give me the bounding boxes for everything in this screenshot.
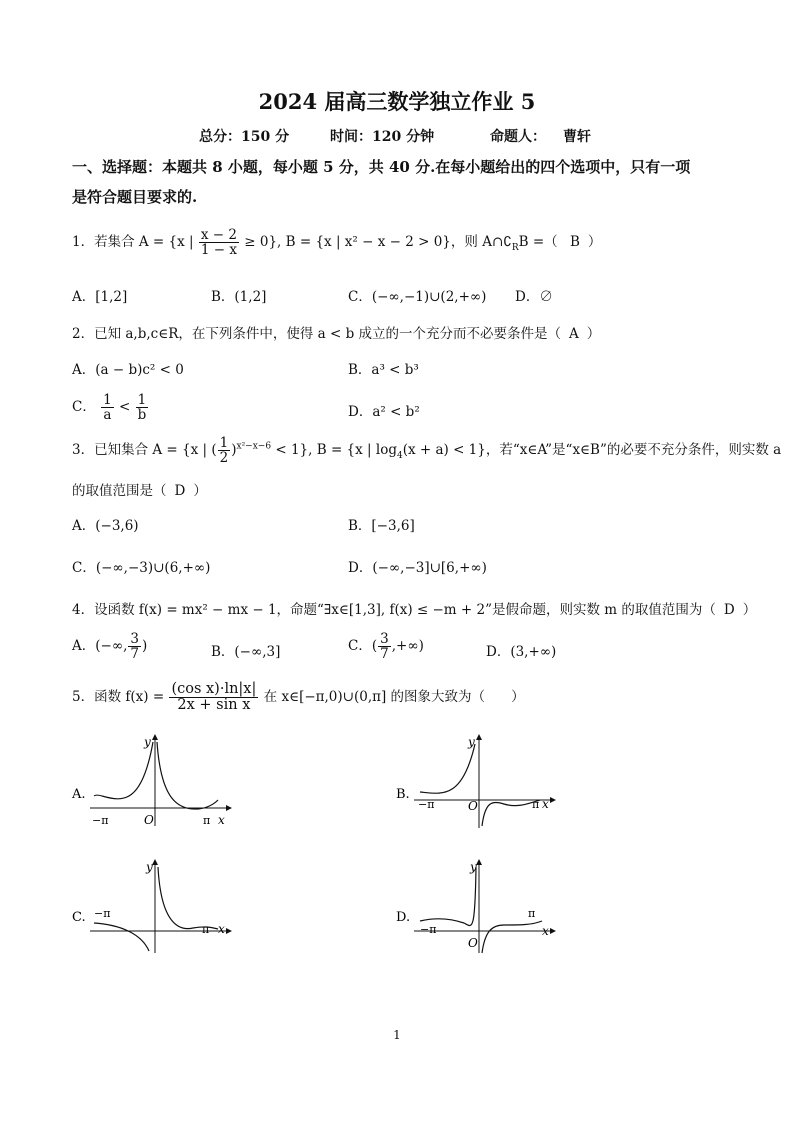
- q2-option-b: B．a³ < b³: [348, 362, 419, 378]
- q5-graph-a: [68, 730, 238, 830]
- q5-graph-c: [68, 855, 238, 955]
- q2-option-d: D．a² < b²: [348, 404, 420, 420]
- q5-graph-d: [392, 855, 562, 955]
- q2-option-c: C． $\frac{1}{a}$ < $\frac{1}{b}$: [72, 392, 147, 424]
- svg-text:O: O: [144, 813, 154, 827]
- author-name: 曹轩: [563, 129, 591, 145]
- svg-text:C.: C.: [72, 910, 86, 925]
- svg-text:x: x: [218, 813, 225, 827]
- q4-option-d: D．(3,+∞): [486, 644, 557, 660]
- q1-option-d: D．∅: [515, 289, 553, 305]
- q1-option-c: C．(−∞,−1)∪(2,+∞): [348, 289, 487, 305]
- q1-option-b: B．(1,2]: [211, 289, 267, 305]
- q3-option-c: C．(−∞,−3)∪(6,+∞): [72, 560, 211, 576]
- section-header-line2: 是符合题目要求的.: [72, 188, 198, 206]
- q5-fraction: $\frac{\text{(cos x)·ln|x|}}{\text{2x + sin x}}$: [171, 681, 257, 714]
- question-3-stem: 3．已知集合 A = {x | ( $\frac{1}{2}$ )$^{x^2-x-6}$ < 1}, B = {x | $\log_4(x + a) < 1$}，若“x∈A”是“x∈B”的必要不充分条件，则实数 a: [72, 435, 782, 467]
- svg-text:x: x: [542, 797, 549, 811]
- svg-text:−π: −π: [92, 814, 109, 827]
- time-limit: 时间：120 分钟: [330, 129, 435, 145]
- svg-text:−π: −π: [94, 907, 111, 920]
- page-number: 1: [393, 1028, 401, 1042]
- svg-text:y: y: [144, 735, 151, 749]
- svg-text:x: x: [542, 924, 549, 938]
- q1-answer: B: [569, 234, 580, 251]
- q5-graph-b: [392, 730, 562, 830]
- section-header-line1: 一、选择题：本题共 8 小题，每小题 5 分，共 40 分.在每小题给出的四个选项中，只有一项: [72, 158, 691, 176]
- svg-text:y: y: [146, 860, 153, 874]
- q4-option-b: B．(−∞,3]: [211, 644, 281, 660]
- q4-option-c: C．( $\frac{3}{7}$ ,+∞): [348, 631, 424, 663]
- question-1-stem: 1．若集合 A = {x | $\frac{x - 2}{1 - x}$ ≥ 0}, B = {x | x² − x − 2 > 0}，则 $A\cap∁_RB$ =（ B ）: [72, 227, 602, 259]
- svg-text:B.: B.: [396, 787, 410, 802]
- svg-text:y: y: [470, 860, 477, 874]
- q2-answer: A: [569, 326, 579, 342]
- question-5-stem: 5．函数 f(x) = $\frac{\text{(cos x)·ln|x|}}{\text{2x + sin x}}$ 在 x∈[−π,0)∪(0,π] 的图象大致为（ ）: [72, 681, 525, 714]
- svg-text:y: y: [468, 735, 475, 749]
- total-score: 总分：150 分: [199, 129, 290, 145]
- q1-fraction: $\frac{x - 2}{1 - x}$: [200, 227, 237, 259]
- q4-option-a: A．(−∞, $\frac{3}{7}$ ): [72, 631, 148, 663]
- svg-text:π: π: [528, 907, 536, 920]
- svg-text:π: π: [532, 798, 540, 811]
- page-title: 2024 届高三数学独立作业 5: [258, 89, 536, 114]
- q2-option-a: A．(a − b)c² < 0: [72, 362, 184, 378]
- q1-option-a: A．[1,2]: [72, 289, 128, 305]
- q3-answer: D: [174, 483, 186, 499]
- svg-text:D.: D.: [396, 910, 411, 925]
- q3-option-b: B．[−3,6]: [348, 518, 415, 534]
- svg-text:O: O: [468, 936, 478, 950]
- svg-text:−π: −π: [418, 798, 435, 811]
- question-3-stem-line2: 的取值范围是（ D ）: [72, 483, 207, 499]
- question-4-stem: 4．设函数 f(x) = mx² − mx − 1，命题“∃x∈[1,3], f(x) ≤ −m + 2”是假命题，则实数 m 的取值范围为（ D ）: [72, 602, 757, 618]
- q3-option-d: D．(−∞,−3]∪[6,+∞): [348, 560, 487, 576]
- svg-text:x: x: [218, 922, 225, 936]
- svg-text:π: π: [203, 814, 211, 827]
- q4-answer: D: [723, 602, 735, 618]
- graph-option-label: A.: [72, 787, 86, 802]
- q3-option-a: A．(−3,6): [72, 518, 139, 534]
- author-label: 命题人：: [490, 129, 546, 145]
- svg-text:O: O: [468, 799, 478, 813]
- question-2-stem: 2．已知 a,b,c∈R，在下列条件中，使得 a < b 成立的一个充分而不必要条件是（ A ）: [72, 326, 601, 342]
- svg-text:−π: −π: [420, 923, 437, 936]
- svg-text:π: π: [202, 923, 210, 936]
